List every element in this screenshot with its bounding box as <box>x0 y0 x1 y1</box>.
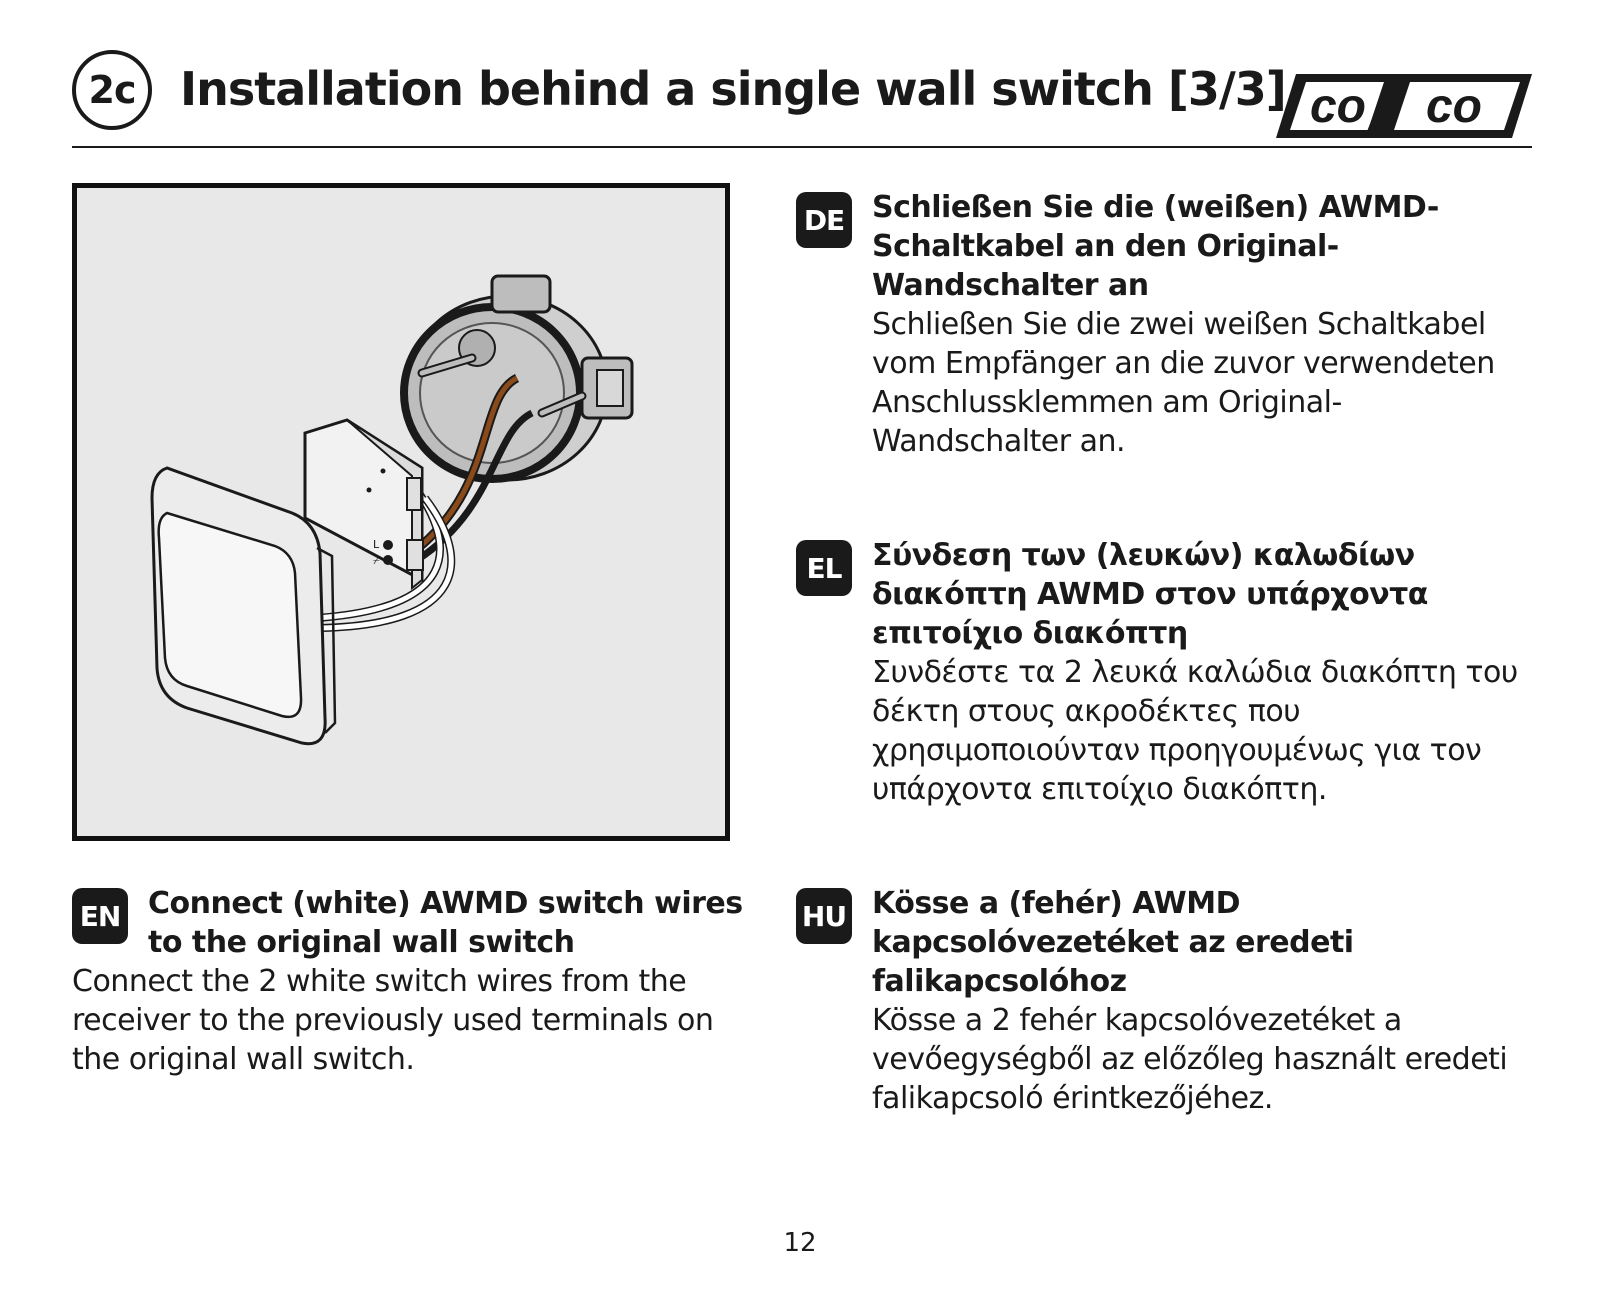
section-body-en: Connect the 2 white switch wires from the receiver to the previously used terminals on the original wall switch. <box>72 964 714 1077</box>
step-number: 2c <box>88 68 136 112</box>
page-number: 12 <box>783 1228 817 1258</box>
page-title: Installation behind a single wall switch [3/3] <box>180 62 1286 116</box>
language-badge-de: DE <box>796 192 852 248</box>
header-divider <box>72 146 1532 148</box>
section-title-de: Schließen Sie die (weißen) AWMD-Schaltkabel an den Original-Wandschalter an <box>872 190 1439 303</box>
section-title-el: Σύνδεση των (λευκών) καλωδίων διακόπτη AWMD στον υπάρχοντα επιτοίχιο διακόπτη <box>872 538 1428 651</box>
receiver-module <box>305 420 423 588</box>
step-number-badge <box>72 50 152 130</box>
section-de <box>796 188 1536 461</box>
installation-illustration <box>72 183 730 841</box>
wiring-diagram <box>77 188 725 836</box>
section-body-de: Schließen Sie die zwei weißen Schaltkabel vom Empfänger an die zuvor verwendeten Anschlussklemmen am Original-Wandschalter an. <box>872 307 1495 459</box>
language-badge-en: EN <box>72 888 128 944</box>
section-title-hu: Kösse a (fehér) AWMD kapcsolóvezetéket az eredeti falikapcsolóhoz <box>872 886 1354 999</box>
flush-mount-box <box>404 276 632 480</box>
section-title-en: Connect (white) AWMD switch wires to the original wall switch <box>148 886 743 960</box>
language-badge-hu: HU <box>796 888 852 944</box>
terminal-label-l: L <box>373 538 380 551</box>
coco-logo <box>1276 74 1532 138</box>
section-body-el: Συνδέστε τα 2 λευκά καλώδια διακόπτη του δέκτη στους ακροδέκτες που χρησιμοποιούνταν προηγουμένως για τον υπάρχοντα επιτοίχιο διακόπτη. <box>872 655 1518 807</box>
page-header <box>72 50 1532 150</box>
language-badge-el: EL <box>796 540 852 596</box>
svg-text:co: co <box>1425 80 1483 133</box>
section-en <box>72 884 752 1079</box>
section-el <box>796 536 1536 809</box>
svg-text:co: co <box>1309 80 1367 133</box>
terminal-label-switch: ⌿ <box>373 554 380 567</box>
section-hu <box>796 884 1536 1118</box>
section-body-hu: Kösse a 2 fehér kapcsolóvezetéket a vevőegységből az előzőleg használt eredeti falikapcsoló érintkezőjéhez. <box>872 1003 1508 1116</box>
